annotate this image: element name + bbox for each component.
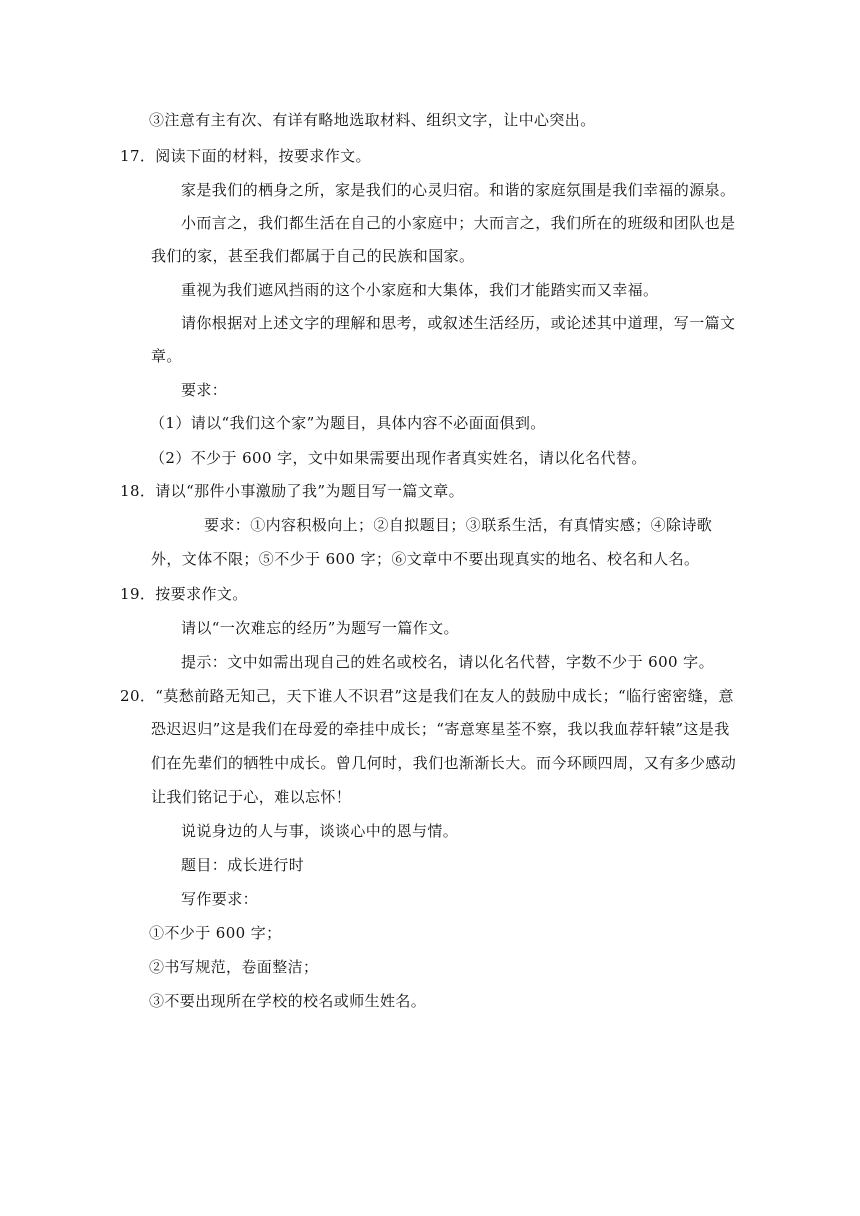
text-line: 说说身边的人与事，谈谈心中的恩与情。 <box>181 822 459 840</box>
text-line: 家是我们的栖身之所，家是我们的心灵归宿。和谐的家庭氛围是我们幸福的源泉。 <box>181 181 736 199</box>
text-line: ③注意有主有次、有详有略地选取材料、组织文字，让中心突出。 <box>149 111 596 129</box>
text-line: 要求：①内容积极向上；②自拟题目；③联系生活，有真情实感；④除诗歌 <box>204 516 713 534</box>
question-17-heading: 17．阅读下面的材料，按要求作文。 <box>120 147 371 165</box>
text-line: 章。 <box>151 347 182 365</box>
text-line: （2）不少于 600 字，文中如果需要出现作者真实姓名，请以化名代替。 <box>150 449 647 467</box>
text-line: 要求： <box>181 381 228 399</box>
text-line: 让我们铭记于心，难以忘怀！ <box>151 788 352 806</box>
text-line: ②书写规范，卷面整洁； <box>149 958 319 976</box>
text-line: 外，文体不限；⑤不少于 600 字；⑥文章中不要出现真实的地名、校名和人名。 <box>151 550 700 568</box>
question-18-heading: 18．请以“那件小事激励了我”为题目写一篇文章。 <box>120 482 465 500</box>
text-line: （1）请以“我们这个家”为题目，具体内容不必面面俱到。 <box>150 414 546 432</box>
text-line: 们在先辈们的牺牲中成长。曾几何时，我们也渐渐长大。而今环顾四周，又有多少感动 <box>151 754 737 772</box>
text-line: 写作要求： <box>181 890 259 908</box>
question-20-heading: 20．“莫愁前路无知己，天下谁人不识君”这是我们在友人的鼓励中成长；“临行密密缝，意 <box>120 687 734 705</box>
text-line: 恐迟迟归”这是我们在母爱的牵挂中成长；“寄意寒星荃不察，我以我血荐轩辕”这是我 <box>151 720 730 738</box>
text-line: 我们的家，甚至我们都属于自己的民族和国家。 <box>151 247 475 265</box>
text-line: 提示：文中如需出现自己的姓名或校名，请以化名代替，字数不少于 600 字。 <box>181 653 714 671</box>
text-line: 请你根据对上述文字的理解和思考，或叙述生活经历，或论述其中道理，写一篇文 <box>181 314 736 332</box>
text-line: 请以“一次难忘的经历”为题写一篇作文。 <box>181 619 459 637</box>
text-line: 小而言之，我们都生活在自己的小家庭中；大而言之，我们所在的班级和团队也是 <box>181 214 736 232</box>
text-line: ③不要出现所在学校的校名或师生姓名。 <box>149 992 427 1010</box>
text-line: ①不少于 600 字； <box>149 924 282 942</box>
question-19-heading: 19．按要求作文。 <box>120 585 248 603</box>
text-line: 重视为我们遮风挡雨的这个小家庭和大集体，我们才能踏实而又幸福。 <box>181 281 659 299</box>
text-line: 题目：成长进行时 <box>181 856 305 874</box>
